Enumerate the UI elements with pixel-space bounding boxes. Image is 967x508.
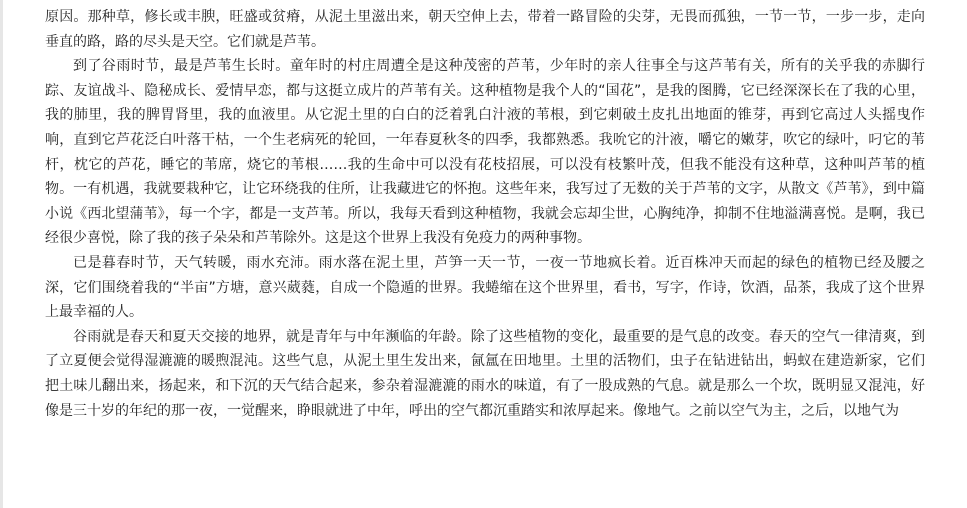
paragraph-season-boundary: 谷雨就是春天和夏天交接的地界，就是青年与中年濒临的年龄。除了这些植物的变化，最重要的是气息的改变。春天的空气一律清爽，到了立夏便会觉得湿漉漉的暖煦混沌。这些气息，从泥土里生发出来，氤氲在田地里。土里的活物们，虫子在钻进钻出，蚂蚁在建造新家，它们把土味儿翻出来，扬起来，和下沉的天气结合起来，参杂着湿漉漉的雨水的味道，有了一股成熟的气息。就是那么一个坎，既明显又混沌，好像是三十岁的年纪的那一夜，一觉醒来，睁眼就进了中年，呼出的空气都沉重踏实和浓厚起来。像地气。之前以空气为主，之后，以地气为: [45, 328, 925, 419]
paragraph-continuation: 原因。那种草，修长或丰腴，旺盛或贫瘠，从泥土里滋出来，朝天空伸上去，带着一路冒险的尖芽，无畏而孤独，一节一节，一步一步，走向垂直的路，路的尽头是天空。它们就是芦苇。: [45, 9, 925, 50]
left-border: [0, 0, 3, 508]
article-body: [45, 5, 925, 423]
paragraph-late-spring: 已是暮春时节，天气转暖，雨水充沛。雨水落在泥土里，芦笋一天一节，一夜一节地疯长着。近百株冲天而起的绿色的植物已经及腰之深，它们围绕着我的“半亩”方塘，意兴葳蕤，自成一个隐遁的世界。我蜷缩在这个世界里，看书，写字，作诗，饮酒，品茶，我成了这个世界上最幸福的人。: [45, 254, 925, 321]
paragraph-guyu-reed: 到了谷雨时节，最是芦苇生长时。童年时的村庄周遭全是这种茂密的芦苇，少年时的亲人往事全与这芦苇有关，所有的关乎我的赤脚行踪、友谊战斗、隐秘成长、爱情早恋，都与这挺立成片的芦苇有关。这种植物是我个人的“国花”，是我的图腾，它已经深深长在了我的心里，我的肺里，我的脾胃肾里，我的血液里。从它泥土里的白白的泛着乳白汁液的苇根，到它刺破土皮扎出地面的锥芽，再到它高过人头摇曳作响，直到它芦花泛白叶落干枯，一个生老病死的轮回，一年春夏秋冬的四季，我都熟悉。我吮它的汁液，嚼它的嫩芽，吹它的绿叶，叼它的苇杆，枕它的芦花，睡它的苇席，烧它的苇根……我的生命中可以没有花枝招展，可以没有枝繁叶茂，但我不能没有这种草，这种叫芦苇的植物。一有机遇，我就要栽种它，让它环绕我的住所，让我藏进它的怀抱。这些年来，我写过了无数的关于芦苇的文字，从散文《芦苇》，到中篇小说《西北望蒲苇》，每一个字，都是一支芦苇。所以，我每天看到这种植物，我就会忘却尘世，心胸纯净，抑制不住地溢满喜悦。是啊，我已经很少喜悦，除了我的孩子朵朵和芦苇除外。这是这个世界上我没有免疫力的两种事物。: [45, 58, 925, 247]
